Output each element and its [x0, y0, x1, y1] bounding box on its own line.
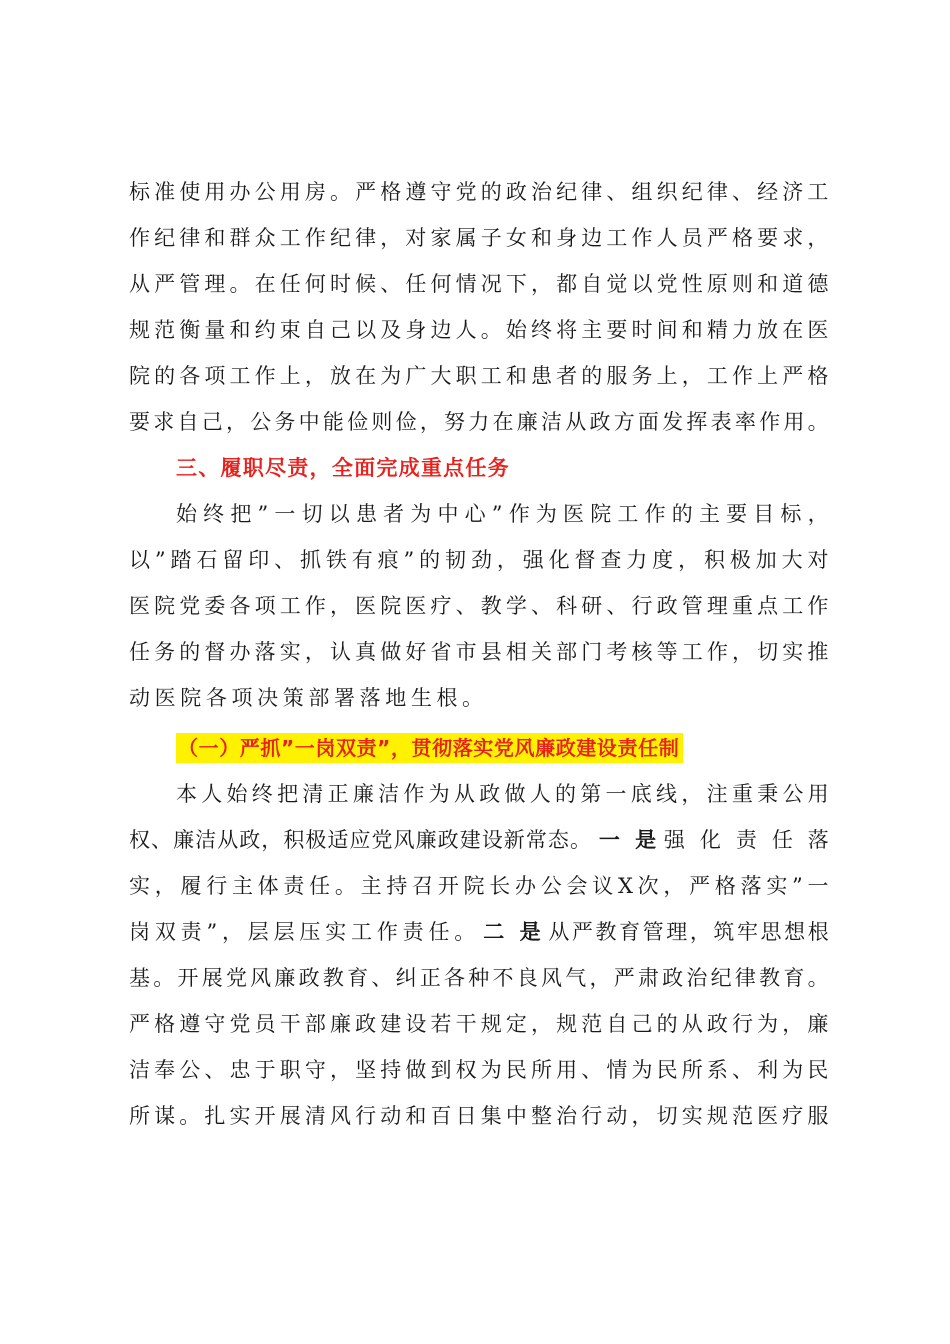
subsection-heading: （一）严抓”一岗双责”，贯彻落实党风廉政建设责任制 — [176, 733, 683, 763]
paragraph-line: 动医院各项决策部署落地生根。 — [129, 686, 488, 710]
paragraph-line — [129, 825, 829, 855]
paragraph-line — [129, 917, 829, 947]
line-segment: 强 化 责 任 落 — [663, 828, 829, 852]
paragraph-line: 规 范 衡 量 和 约 束 自 己 以 及 身 边 人 。 始 终 将 主 要 时 间 和 精 力 放 在 医 — [129, 318, 829, 342]
section-heading: 三、履职尽责，全面完成重点任务 — [176, 456, 510, 480]
line-segment: 岗 双 责 ” ， 层 层 压 实 工 作 责 任 。 — [129, 920, 476, 944]
paragraph-line: 所 谋 。 扎 实 开 展 清 风 行 动 和 百 日 集 中 整 治 行 动 ， 切 实 规 范 医 疗 服 — [129, 1104, 829, 1128]
paragraph-line: 以 ” 踏 石 留 印 、 抓 铁 有 痕 ” 的 韧 劲 ， 强 化 督 查 力 度 ， 积 极 加 大 对 — [129, 548, 829, 572]
paragraph-line: 洁 奉 公 、 忠 于 职 守 ， 坚 持 做 到 权 为 民 所 用 、 情 为 民 所 系 、 利 为 民 — [129, 1058, 829, 1082]
paragraph-line: 从 严 管 理 。 在 任 何 时 候 、 任 何 情 况 下 ， 都 自 觉 以 党 性 原 则 和 道 德 — [129, 272, 829, 296]
emphasis-text: 二 是 — [483, 919, 541, 944]
line-segment: 从 严 教 育 管 理 ， 筑 牢 思 想 根 — [548, 920, 829, 944]
paragraph-line: 实 ， 履 行 主 体 责 任 。 主 持 召 开 院 长 办 公 会 议 X 次 ， 严 格 落 实 ” 一 — [129, 874, 829, 898]
paragraph-line: 院 的 各 项 工 作 上 ， 放 在 为 广 大 职 工 和 患 者 的 服 务 上 ， 工 作 上 严 格 — [129, 364, 829, 388]
emphasis-text: 一 是 — [598, 827, 657, 852]
line-segment: 权 、 廉 洁 从 政 ， 积 极 适 应 党 风 廉 政 建 设 新 常 态 。 — [129, 828, 592, 852]
paragraph-line: 任 务 的 督 办 落 实 ， 认 真 做 好 省 市 县 相 关 部 门 考 核 等 工 作 ， 切 实 推 — [129, 640, 829, 664]
paragraph-line: 要 求 自 己 ， 公 务 中 能 俭 则 俭 ， 努 力 在 廉 洁 从 政 方 面 发 挥 表 率 作 用 。 — [129, 410, 829, 434]
paragraph-line: 始 终 把 ” 一 切 以 患 者 为 中 心 ” 作 为 医 院 工 作 的 主 要 目 标 ， — [176, 502, 829, 526]
paragraph-line: 本 人 始 终 把 清 正 廉 洁 作 为 从 政 做 人 的 第 一 底 线 ， 注 重 秉 公 用 — [176, 782, 829, 806]
paragraph-line: 基 。 开 展 党 风 廉 政 教 育 、 纠 正 各 种 不 良 风 气 ， 严 肃 政 治 纪 律 教 育 。 — [129, 966, 829, 990]
paragraph-line: 作 纪 律 和 群 众 工 作 纪 律 ， 对 家 属 子 女 和 身 边 工 作 人 员 严 格 要 求 ， — [129, 226, 829, 250]
paragraph-line: 严 格 遵 守 党 员 干 部 廉 政 建 设 若 干 规 定 ， 规 范 自 己 的 从 政 行 为 ， 廉 — [129, 1012, 829, 1036]
paragraph-line: 医 院 党 委 各 项 工 作 ， 医 院 医 疗 、 教 学 、 科 研 、 行 政 管 理 重 点 工 作 — [129, 594, 829, 618]
paragraph-line: 标 准 使 用 办 公 用 房 。 严 格 遵 守 党 的 政 治 纪 律 、 组 织 纪 律 、 经 济 工 — [129, 180, 829, 204]
